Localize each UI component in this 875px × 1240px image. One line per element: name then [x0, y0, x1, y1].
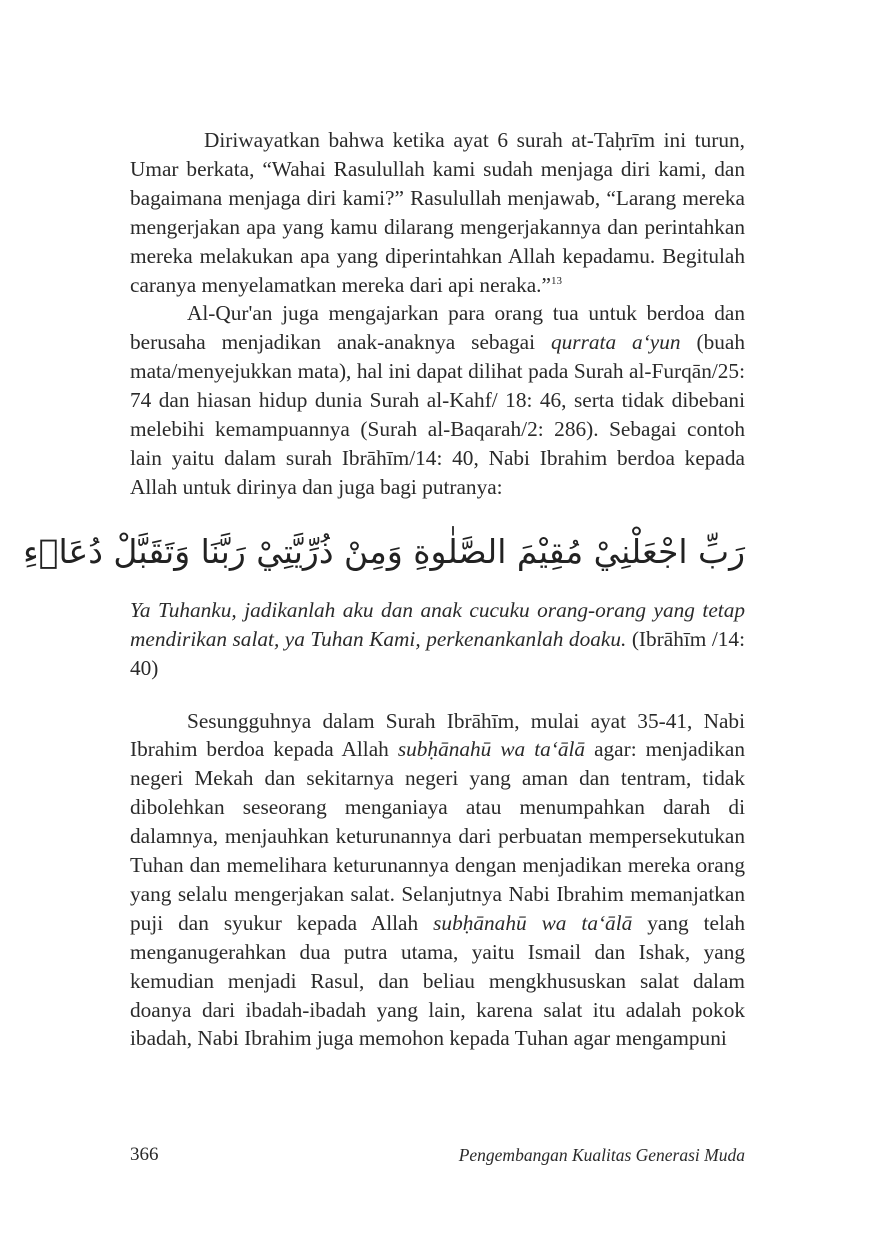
translation-citation: (Ibrāhīm /14: 40): [130, 626, 745, 680]
paragraph-3-italic-b: subḥānahū wa ta‘ālā: [433, 910, 633, 935]
footnote-marker[interactable]: 13: [550, 274, 562, 287]
paragraph-1: [130, 126, 745, 299]
paragraph-3-italic-a: subḥānahū wa ta‘ālā: [397, 737, 586, 762]
paragraph-3-text-c: yang telah menganugerahkan dua putra utama, yaitu Ismail dan Ishak, yang kemudian menjadi Rasul, dan beliau mengkhususkan salat dalam doanya dari ibadah-ibadah yang lain, karena salat itu adalah pokok ibadah, Nabi Ibrahim juga memohon kepada Tuhan agar mengampuni: [130, 910, 745, 1051]
arabic-verse: رَبِّ اجْعَلْنِيْ مُقِيْمَ الصَّلٰوةِ وَمِنْ ذُرِّيَّتِيْ رَبَّنَا وَتَقَبَّلْ دُعَاۤءِ: [23, 531, 745, 571]
translation-text: Ya Tuhanku, jadikanlah aku dan anak cucuku orang-orang yang tetap mendirikan salat, ya Tuhan Kami, perkenankanlah doaku.: [130, 597, 745, 651]
page-number: 366: [130, 1144, 159, 1165]
paragraph-2-italic-term: qurrata a‘yun: [551, 330, 681, 355]
paragraph-3-text-b: agar: menjadikan negeri Mekah dan sekitarnya negeri yang aman dan tentram, tidak dibolehkan seseorang menganiaya atau menumpahkan darah di dalamnya, menjauhkan keturunannya dari perbuatan mempersekutukan Tuhan dan memelihara keturunannya dengan menjadikan mereka orang yang selalu mengerjakan salat. Selanjutnya Nabi Ibrahim memanjatkan puji dan syukur kepada Allah: [130, 737, 745, 935]
paragraph-2: [130, 299, 745, 501]
paragraph-2-text-b: (buah mata/menyejukkan mata), hal ini dapat dilihat pada Surah al-Furqān/25: 74 dan hiasan hidup dunia Surah al-Kahf/ 18: 46, serta tidak dibebani melebihi kemampuannya (Surah al-Baqarah/2: 286). Sebagai contoh lain yaitu dalam surah Ibrāhīm/14: 40, Nabi Ibrahim berdoa kepada Allah untuk dirinya dan juga bagi putranya:: [130, 330, 745, 499]
paragraph-2-text-a: Al-Qur'an juga mengajarkan para orang tua untuk berdoa dan berusaha menjadikan anak-anaknya sebagai: [130, 301, 745, 355]
paragraph-3: [130, 707, 745, 1054]
running-title: Pengembangan Kualitas Generasi Muda: [458, 1145, 745, 1165]
paragraph-3-text-a: Sesungguhnya dalam Surah Ibrāhīm, mulai ayat 35-41, Nabi Ibrahim berdoa kepada Allah: [130, 708, 745, 762]
page-footer: [130, 1141, 745, 1169]
paragraph-1-text: Diriwayatkan bahwa ketika ayat 6 surah at-Taḥrīm ini turun, Umar berkata, “Wahai Rasulullah kami sudah menjaga diri kami, dan bagaimana menjaga diri kami?” Rasulullah menjawab, “Larang mereka mengerjakan apa yang kamu dilarang mengerjakannya dan perintahkan mereka melakukan apa yang diperintahkan Allah kepadamu. Begitulah caranya menyelamatkan mereka dari api neraka.”: [130, 128, 745, 297]
verse-translation: [130, 596, 745, 683]
page-body: [23, 126, 745, 1053]
